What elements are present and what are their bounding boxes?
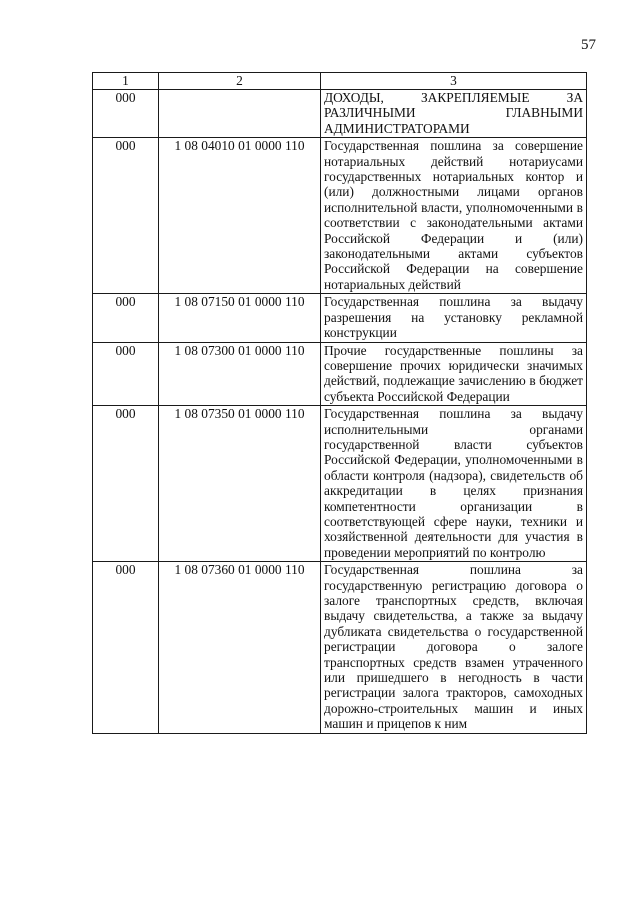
admin-code-cell: 000 [93,342,159,406]
income-code-cell [159,90,321,138]
income-name-cell: Прочие государственные пошлины за совершение прочих юридически значимых действий, подлежащие зачислению в бюджет субъекта Российской Федерации [321,342,587,406]
column-header-1: 1 [93,73,159,90]
income-code-cell: 1 08 07360 01 0000 110 [159,562,321,733]
income-code-cell: 1 08 07350 01 0000 110 [159,406,321,562]
admin-code-cell: 000 [93,294,159,342]
income-name-cell: ДОХОДЫ, ЗАКРЕПЛЯЕМЫЕ ЗА РАЗЛИЧНЫМИ ГЛАВНЫМИ АДМИНИСТРАТОРАМИ [321,90,587,138]
income-name-cell: Государственная пошлина за государственную регистрацию договора о залоге транспортных средств, включая выдачу свидетельства, а также за выдачу дубликата свидетельства о государственной регистрации договора о залоге транспортных средств взамен утраченного или пришедшего в негодность в части регистрации залога тракторов, самоходных дорожно-строительных машин и иных машин и прицепов к ним [321,562,587,733]
page-number: 57 [581,37,596,53]
column-header-2: 2 [159,73,321,90]
income-code-cell: 1 08 07150 01 0000 110 [159,294,321,342]
admin-code-cell: 000 [93,562,159,733]
income-name-cell: Государственная пошлина за совершение нотариальных действий нотариусами государственных нотариальных контор и (или) должностными лицами органов исполнительной власти, уполномоченными в соответствии с законодательными актами Российской Федерации и (или) законодательными актами субъектов Российской Федерации на совершение нотариальных действий [321,138,587,294]
table-header-row [93,73,587,90]
table-row [93,294,587,342]
table-row [93,406,587,562]
income-code-cell: 1 08 04010 01 0000 110 [159,138,321,294]
table-row [93,342,587,406]
admin-code-cell: 000 [93,90,159,138]
table-row [93,562,587,733]
income-codes-table [92,72,587,734]
income-name-cell: Государственная пошлина за выдачу разрешения на установку рекламной конструкции [321,294,587,342]
income-code-cell: 1 08 07300 01 0000 110 [159,342,321,406]
income-name-cell: Государственная пошлина за выдачу исполнительными органами государственной власти субъектов Российской Федерации, уполномоченными в области контроля (надзора), свидетельств об аккредитации в целях признания компетентности организации в соответствующей сфере науки, техники и хозяйственной деятельности для участия в проведении мероприятий по контролю [321,406,587,562]
table-row [93,90,587,138]
admin-code-cell: 000 [93,406,159,562]
column-header-3: 3 [321,73,587,90]
admin-code-cell: 000 [93,138,159,294]
table-row [93,138,587,294]
